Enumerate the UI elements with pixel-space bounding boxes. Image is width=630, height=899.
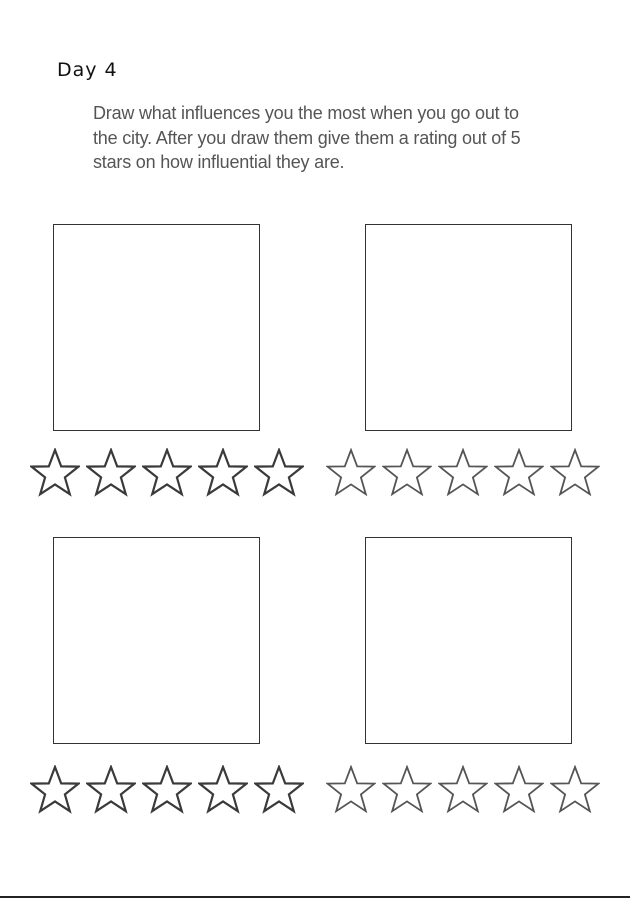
star-outline-icon[interactable] [30, 765, 80, 815]
star-rating-top-left[interactable] [30, 448, 304, 498]
star-outline-icon[interactable] [142, 448, 192, 498]
star-outline-icon[interactable] [198, 765, 248, 815]
drawing-box-top-right[interactable] [365, 224, 572, 431]
instructions-text: Draw what influences you the most when you go out to the city. After you draw them give them a rating out of 5 stars on how influential they are. [93, 103, 521, 172]
star-outline-icon[interactable] [438, 448, 488, 498]
drawing-box-bottom-left[interactable] [53, 537, 260, 744]
star-outline-icon[interactable] [326, 448, 376, 498]
star-outline-icon[interactable] [550, 765, 600, 815]
day-title: Day 4 [57, 59, 118, 81]
star-outline-icon[interactable] [494, 765, 544, 815]
star-outline-icon[interactable] [30, 448, 80, 498]
star-outline-icon[interactable] [86, 765, 136, 815]
star-outline-icon[interactable] [142, 765, 192, 815]
drawing-box-top-left[interactable] [53, 224, 260, 431]
star-outline-icon[interactable] [326, 765, 376, 815]
star-outline-icon[interactable] [254, 448, 304, 498]
star-outline-icon[interactable] [86, 448, 136, 498]
drawing-box-bottom-right[interactable] [365, 537, 572, 744]
star-outline-icon[interactable] [198, 448, 248, 498]
star-outline-icon[interactable] [254, 765, 304, 815]
page-bottom-rule [0, 896, 630, 898]
star-rating-top-right[interactable] [326, 448, 600, 498]
star-rating-bottom-right[interactable] [326, 765, 600, 815]
star-outline-icon[interactable] [438, 765, 488, 815]
star-outline-icon[interactable] [494, 448, 544, 498]
star-outline-icon[interactable] [382, 765, 432, 815]
star-rating-bottom-left[interactable] [30, 765, 304, 815]
star-outline-icon[interactable] [550, 448, 600, 498]
star-outline-icon[interactable] [382, 448, 432, 498]
